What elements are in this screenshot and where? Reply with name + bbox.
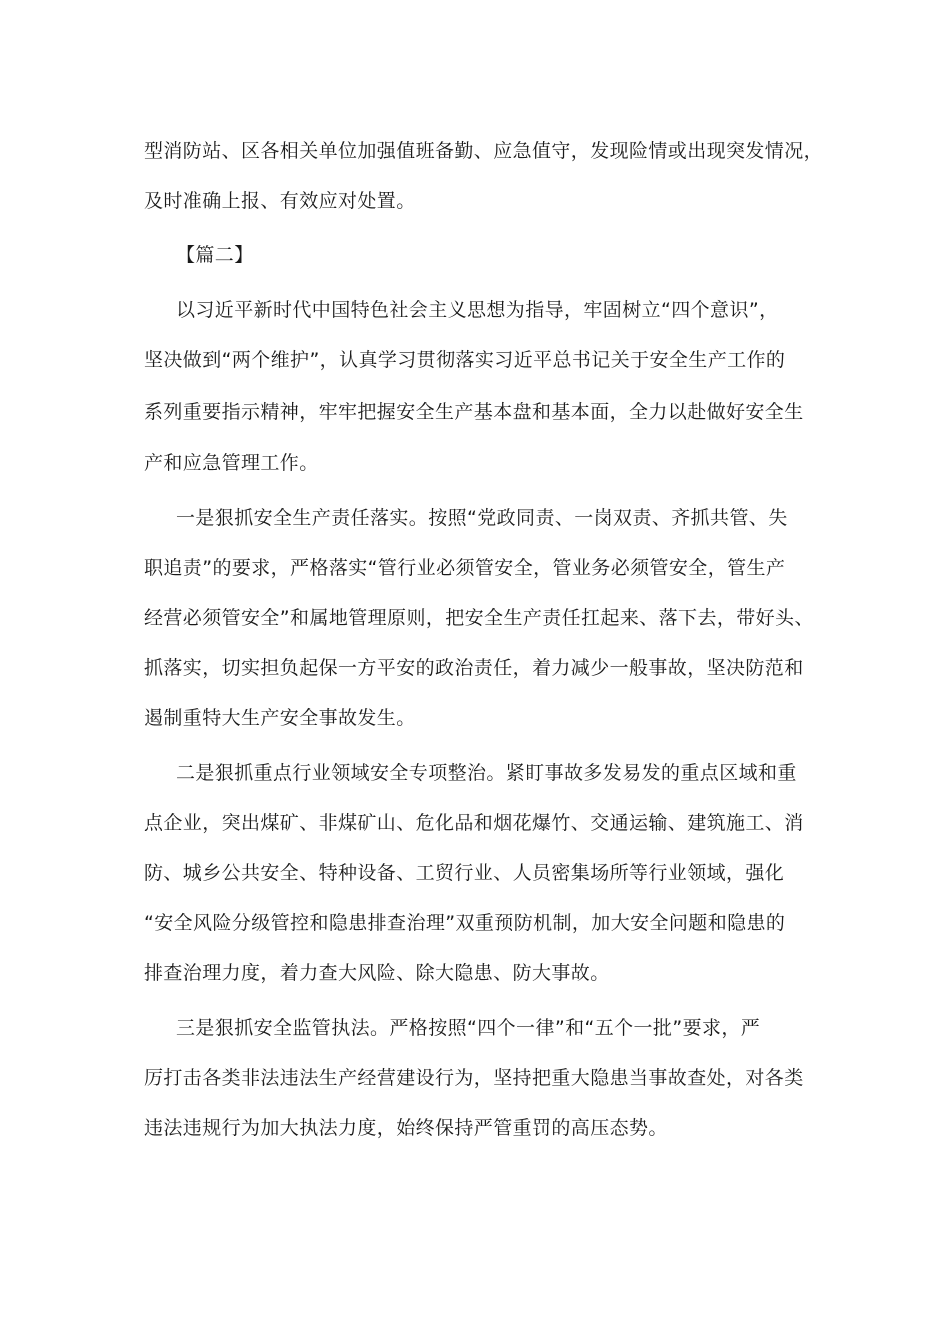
text-line: 经营必须管安全”和属地管理原则，把安全生产责任扛起来、落下去，带好头、 [144, 607, 814, 629]
text-line: 型消防站、区各相关单位加强值班备勤、应急值守，发现险情或出现突发情况， [144, 140, 824, 162]
section-heading: 【篇二】 [176, 244, 254, 266]
text-line: 一是狠抓安全生产责任落实。按照“党政同责、一岗双责、齐抓共管、失 [176, 507, 788, 529]
text-line: “安全风险分级管控和隐患排查治理”双重预防机制，加大安全问题和隐患的 [144, 912, 786, 934]
text-line: 系列重要指示精神，牢牢把握安全生产基本盘和基本面，全力以赴做好安全生 [144, 401, 804, 423]
text-line: 及时准确上报、有效应对处置。 [144, 190, 416, 212]
text-line: 三是狠抓安全监管执法。严格按照“四个一律”和“五个一批”要求，严 [176, 1017, 761, 1039]
text-line: 二是狠抓重点行业领域安全专项整治。紧盯事故多发易发的重点区域和重 [176, 762, 797, 784]
text-line: 点企业，突出煤矿、非煤矿山、危化品和烟花爆竹、交通运输、建筑施工、消 [144, 812, 804, 834]
text-line: 职追责”的要求，严格落实“管行业必须管安全，管业务必须管安全，管生产 [144, 557, 786, 579]
text-line: 排查治理力度，着力查大风险、除大隐患、防大事故。 [144, 962, 610, 984]
text-line: 违法违规行为加大执法力度，始终保持严管重罚的高压态势。 [144, 1117, 668, 1139]
text-line: 产和应急管理工作。 [144, 452, 319, 474]
text-line: 厉打击各类非法违法生产经营建设行为，坚持把重大隐患当事故查处，对各类 [144, 1067, 804, 1089]
text-line: 抓落实，切实担负起保一方平安的政治责任，着力减少一般事故，坚决防范和 [144, 657, 804, 679]
text-line: 遏制重特大生产安全事故发生。 [144, 707, 416, 729]
text-line: 防、城乡公共安全、特种设备、工贸行业、人员密集场所等行业领域，强化 [144, 862, 785, 884]
text-line: 坚决做到“两个维护”，认真学习贯彻落实习近平总书记关于安全生产工作的 [144, 349, 786, 371]
text-line: 以习近平新时代中国特色社会主义思想为指导，牢固树立“四个意识”， [176, 299, 779, 321]
